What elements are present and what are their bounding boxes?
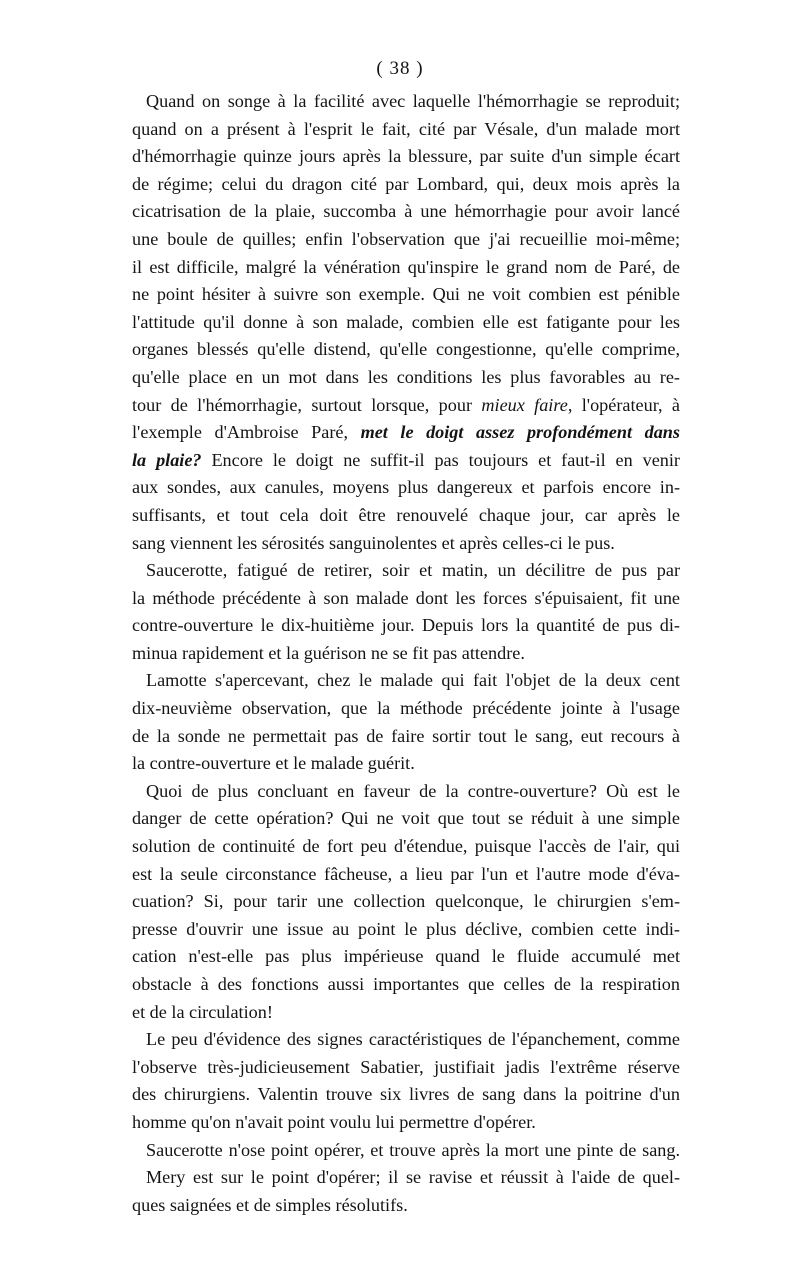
text-line xyxy=(132,1164,680,1192)
text-segment: la méthode précédente à son malade dont les forces s'épuisaient, fit une xyxy=(132,587,680,608)
emphasized-text: la plaie? xyxy=(132,449,202,470)
text-segment: suffisants, et tout cela doit être renouvelé chaque jour, car après le xyxy=(132,504,680,525)
text-line xyxy=(132,861,680,889)
text-segment: tour de l'hémorrhagie, surtout lorsque, pour xyxy=(132,394,482,415)
text-line xyxy=(132,502,680,530)
text-line xyxy=(132,999,680,1027)
text-line xyxy=(132,254,680,282)
text-segment: est la seule circonstance fâcheuse, a lieu par l'un et l'autre mode d'éva- xyxy=(132,863,680,884)
text-line xyxy=(132,419,680,447)
text-segment: qu'elle place en un mot dans les conditions les plus favorables au re- xyxy=(132,366,680,387)
text-line xyxy=(132,585,680,613)
text-segment: il est difficile, malgré la vénération qu'inspire le grand nom de Paré, de xyxy=(132,256,680,277)
text-line xyxy=(132,888,680,916)
text-segment: organes blessés qu'elle distend, qu'elle congestionne, qu'elle comprime, xyxy=(132,339,680,360)
text-line xyxy=(132,640,680,668)
text-segment: danger de cette opération? Qui ne voit que tout se réduit à une simple xyxy=(132,808,680,829)
text-line xyxy=(132,943,680,971)
page-number: ( 38 ) xyxy=(376,58,424,79)
text-line xyxy=(132,309,680,337)
text-line xyxy=(132,1054,680,1082)
text-line xyxy=(132,723,680,751)
text-line xyxy=(132,1109,680,1137)
text-segment: Saucerotte, fatigué de retirer, soir et matin, un décilitre de pus par xyxy=(146,560,680,581)
text-line xyxy=(132,171,680,199)
text-segment: ne point hésiter à suivre son exemple. Qui ne voit combien est pénible xyxy=(132,284,680,305)
text-segment: une boule de quilles; enfin l'observation que j'ai recueillie moi-même; xyxy=(132,228,680,249)
text-line xyxy=(132,1026,680,1054)
text-segment: dix-neuvième observation, que la méthode précédente jointe à l'usage xyxy=(132,698,680,719)
text-segment: aux sondes, aux canules, moyens plus dangereux et parfois encore in- xyxy=(132,477,680,498)
text-segment: et de la circulation! xyxy=(132,1001,273,1022)
text-segment: , l'opérateur, à xyxy=(567,394,680,415)
text-segment: sang viennent les sérosités sanguinolentes et après celles-ci le pus. xyxy=(132,532,615,553)
text-segment: Encore le doigt ne suffit-il pas toujours et faut-il en venir xyxy=(201,449,680,470)
text-segment: cuation? Si, pour tarir une collection quelconque, le chirurgien s'em- xyxy=(132,891,680,912)
text-segment: la contre-ouverture et le malade guérit. xyxy=(132,753,415,774)
text-segment: Quoi de plus concluant en faveur de la contre-ouverture? Où est le xyxy=(146,780,680,801)
text-line xyxy=(132,557,680,585)
text-segment: Quand on songe à la facilité avec laquelle l'hémorrhagie se reproduit; xyxy=(146,91,680,111)
text-line xyxy=(132,667,680,695)
body-text xyxy=(132,88,680,1219)
text-line xyxy=(132,971,680,999)
text-segment: Saucerotte n'ose point opérer, et trouve après la mort une pinte de sang. xyxy=(146,1139,680,1160)
text-segment: Le peu d'évidence des signes caractéristiques de l'épanchement, comme xyxy=(146,1029,680,1050)
text-segment: homme qu'on n'avait point voulu lui permettre d'opérer. xyxy=(132,1111,536,1132)
text-segment: minua rapidement et la guérison ne se fit pas attendre. xyxy=(132,642,525,663)
text-segment: de régime; celui du dragon cité par Lombard, qui, deux mois après la xyxy=(132,173,680,194)
text-line xyxy=(132,750,680,778)
text-segment: de la sonde ne permettait pas de faire sortir tout le sang, eut recours à xyxy=(132,725,680,746)
text-line xyxy=(132,88,680,116)
text-line xyxy=(132,364,680,392)
emphasized-text: met le doigt assez profondément dans xyxy=(360,422,680,443)
text-line xyxy=(132,198,680,226)
text-line xyxy=(132,474,680,502)
text-line xyxy=(132,281,680,309)
text-line xyxy=(132,226,680,254)
text-segment: cicatrisation de la plaie, succomba à une hémorrhagie pour avoir lancé xyxy=(132,201,680,222)
text-line xyxy=(132,530,680,558)
text-line xyxy=(132,1192,680,1220)
text-line xyxy=(132,916,680,944)
text-segment: obstacle à des fonctions aussi importantes que celles de la respiration xyxy=(132,974,680,994)
text-segment: Lamotte s'apercevant, chez le malade qui fait l'objet de la deux cent xyxy=(146,670,680,691)
text-segment: contre-ouverture le dix-huitième jour. Depuis lors la quantité de pus di- xyxy=(132,615,680,636)
text-segment: l'attitude qu'il donne à son malade, combien elle est fatigante pour les xyxy=(132,311,680,332)
text-segment: quand on a présent à l'esprit le fait, cité par Vésale, d'un malade mort xyxy=(132,118,680,139)
text-segment: solution de continuité de fort peu d'étendue, puisque l'accès de l'air, qui xyxy=(132,836,680,857)
text-line xyxy=(132,447,680,475)
text-segment: l'observe très-judicieusement Sabatier, justifiait jadis l'extrême réserve xyxy=(132,1056,680,1077)
text-line xyxy=(132,392,680,420)
text-segment: Mery est sur le point d'opérer; il se ravise et réussit à l'aide de quel- xyxy=(146,1167,680,1188)
text-segment: ques saignées et de simples résolutifs. xyxy=(132,1194,408,1215)
text-segment: des chirurgiens. Valentin trouve six livres de sang dans la poitrine d'un xyxy=(132,1084,680,1105)
text-line xyxy=(132,1137,680,1165)
text-segment: d'hémorrhagie quinze jours après la blessure, par suite d'un simple écart xyxy=(132,146,680,167)
text-line xyxy=(132,336,680,364)
text-line xyxy=(132,833,680,861)
text-segment: l'exemple d'Ambroise Paré, xyxy=(132,422,361,443)
text-segment: cation n'est-elle pas plus impérieuse quand le fluide accumulé met xyxy=(132,946,680,967)
emphasized-text: mieux faire xyxy=(481,394,568,415)
text-line xyxy=(132,612,680,640)
text-line xyxy=(132,695,680,723)
text-line xyxy=(132,116,680,144)
text-line xyxy=(132,143,680,171)
text-line xyxy=(132,805,680,833)
text-segment: presse d'ouvrir une issue au point le plus déclive, combien cette indi- xyxy=(132,918,680,939)
text-line xyxy=(132,778,680,806)
text-line xyxy=(132,1081,680,1109)
